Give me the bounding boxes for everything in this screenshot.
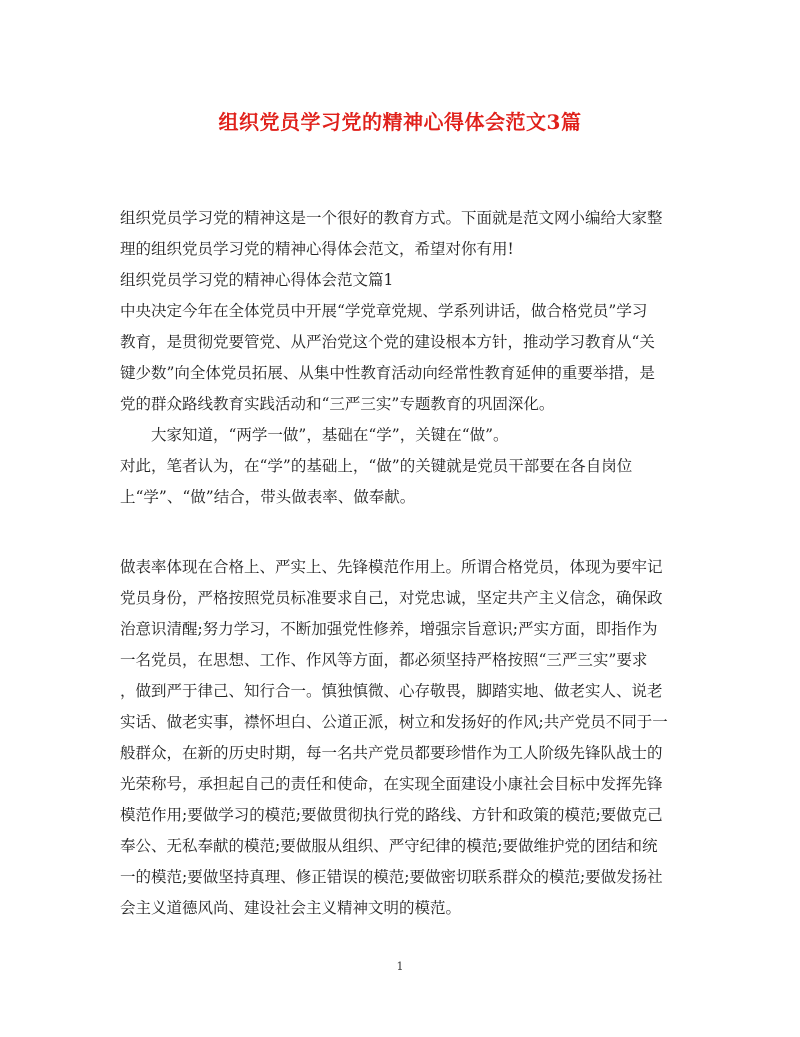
document-title: 组织党员学习党的精神心得体会范文3篇 xyxy=(218,110,582,134)
paragraph-line: 一的模范;要做坚持真理、修正错误的模范;要做密切联系群众的模范;要做发扬社 xyxy=(120,868,663,886)
paragraph-line: 键少数”向全体党员拓展、从集中性教育活动向经常性教育延伸的重要举措，是 xyxy=(120,364,655,382)
paragraph-line: 做表率体现在合格上、严实上、先锋模范作用上。所谓合格党员，体现为要牢记 xyxy=(120,558,663,576)
paragraph-line: 实话、做老实事，襟怀坦白、公道正派，树立和发扬好的作风;共产党员不同于一 xyxy=(120,713,668,731)
paragraph-line: 教育，是贯彻党要管党、从严治党这个党的建设根本方针，推动学习教育从“关 xyxy=(120,333,655,351)
paragraph-line: 一名党员，在思想、工作、作风等方面，都必须坚持严格按照“三严三实”要求 xyxy=(120,651,648,669)
paragraph-line: 对此，笔者认为，在“学”的基础上，“做”的关键就是党员干部要在各自岗位 xyxy=(120,457,633,475)
document-body xyxy=(120,203,680,924)
paragraph-line: 治意识清醒;努力学习，不断加强党性修养，增强宗旨意识;严实方面，即指作为 xyxy=(120,620,658,638)
paragraph-line: 般群众，在新的历史时期，每一名共产党员都要珍惜作为工人阶级先锋队战士的 xyxy=(120,744,663,762)
paragraph-line: 奉公、无私奉献的模范;要做服从组织、严守纪律的模范;要做维护党的团结和统 xyxy=(120,837,658,855)
paragraph-spacer xyxy=(120,513,680,552)
paragraph-line: 光荣称号，承担起自己的责任和使命，在实现全面建设小康社会目标中发挥先锋 xyxy=(120,775,663,793)
paragraph-line: 上“学”、“做”结合，带头做表率、做奉献。 xyxy=(120,488,416,506)
section-heading: 组织党员学习党的精神心得体会范文篇1 xyxy=(120,271,394,289)
paragraph-line: ，做到严于律己、知行合一。慎独慎微、心存敬畏，脚踏实地、做老实人、说老 xyxy=(120,682,663,700)
paragraph-line: 会主义道德风尚、建设社会主义精神文明的模范。 xyxy=(120,899,462,917)
paragraph-line: 模范作用;要做学习的模范;要做贯彻执行党的路线、方针和政策的模范;要做克己 xyxy=(120,806,663,824)
paragraph-line: 党员身份，严格按照党员标准要求自己，对党忠诚，坚定共产主义信念，确保政 xyxy=(120,589,663,607)
paragraph-line: 理的组织党员学习党的精神心得体会范文，希望对你有用! xyxy=(120,240,514,258)
paragraph-line: 中央决定今年在全体党员中开展“学党章党规、学系列讲话，做合格党员”学习 xyxy=(120,302,648,320)
paragraph-line: 大家知道，“两学一做”，基础在“学”，关键在“做”。 xyxy=(120,426,509,444)
page-number: 1 xyxy=(396,960,404,973)
paragraph-line: 组织党员学习党的精神这是一个很好的教育方式。下面就是范文网小编给大家整 xyxy=(120,209,663,227)
paragraph-line: 党的群众路线教育实践活动和“三严三实”专题教育的巩固深化。 xyxy=(120,395,555,413)
